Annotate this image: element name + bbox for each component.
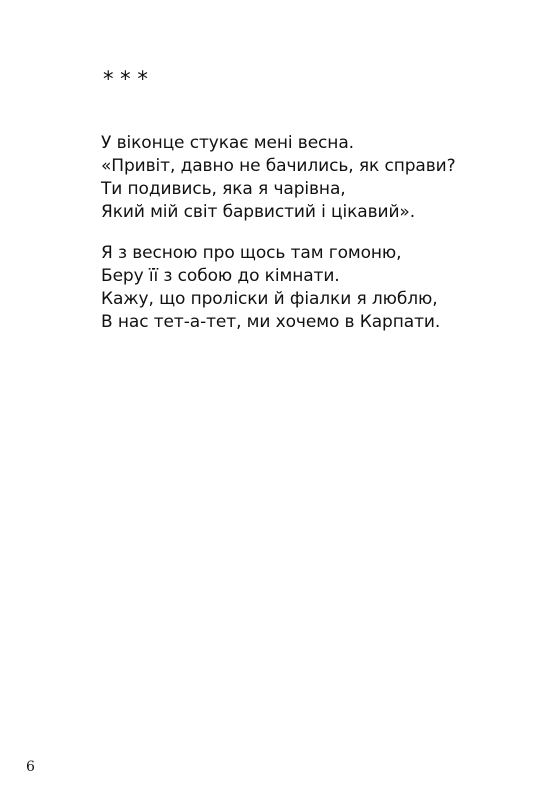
stanza-separator-asterisks: * * *: [103, 67, 148, 91]
poem-line: Кажу, що проліски й фіалки я люблю,: [101, 289, 438, 309]
stanza-2: [101, 242, 471, 334]
poem-line: Я з весною про щось там гомоню,: [101, 243, 402, 263]
poem-line: У віконце стукає мені весна.: [101, 133, 354, 153]
poem: [101, 132, 471, 334]
poem-line: «Привіт, давно не бачились, як справи?: [101, 156, 456, 176]
page-number: 6: [26, 759, 35, 775]
poem-line: В нас тет-а-тет, ми хочемо в Карпати.: [101, 312, 441, 332]
stanza-1: [101, 132, 471, 224]
poem-line: Беру її з собою до кімнати.: [101, 266, 340, 286]
poem-line: Який мій світ барвистий і цікавий».: [101, 202, 416, 222]
poem-line: Ти подивись, яка я чарівна,: [101, 179, 346, 199]
